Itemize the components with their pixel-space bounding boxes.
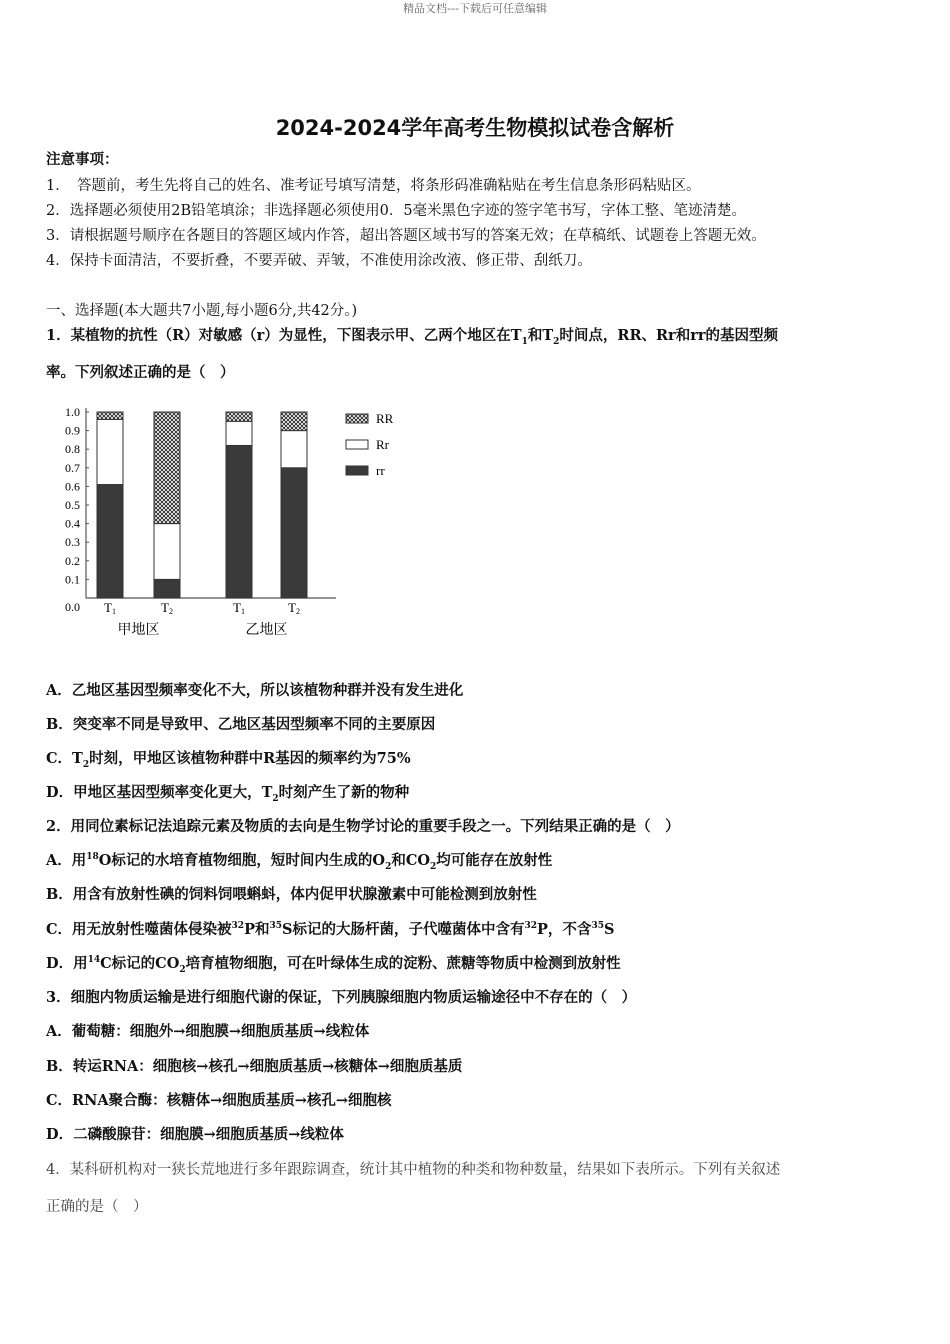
x-tick-label: T1: [233, 600, 245, 616]
group-label: 乙地区: [245, 622, 288, 638]
x-tick-label: T2: [161, 600, 173, 616]
legend-swatch-rr: [346, 466, 368, 475]
legend-swatch-Rr: [346, 440, 368, 449]
page-title: 2024-2024学年高考生物模拟试卷含解析: [275, 116, 675, 140]
y-tick-label: 0.2: [65, 553, 80, 568]
bar-segment-Rr: [226, 421, 252, 445]
bar-segment-RR: [97, 412, 123, 419]
x-tick-label: T1: [104, 600, 116, 616]
bar-segment-RR: [281, 412, 307, 431]
bar-segment-rr: [281, 468, 307, 598]
bar-segment-RR: [226, 412, 252, 421]
y-tick-label: 0.6: [65, 479, 80, 494]
y-tick-label: 0.3: [65, 535, 80, 550]
q1-stem-line2: 率。下列叙述正确的是（ ）: [46, 364, 235, 381]
q3-stem: 3．细胞内物质运输是进行细胞代谢的保证，下列胰腺细胞内物质运输途径中不存在的（ ）: [46, 989, 637, 1006]
legend-label-rr: rr: [376, 463, 385, 478]
q1-stem-line1: 1．某植物的抗性（R）对敏感（r）为显性，下图表示甲、乙两个地区在$T_1$和$T_2$时间点，RR、Rr和rr的基因型频: [46, 327, 778, 347]
y-tick-label: 0.1: [65, 572, 80, 587]
bar-segment-rr: [226, 445, 252, 598]
y-tick-label: 0.4: [65, 516, 80, 531]
bar-segment-RR: [154, 412, 180, 524]
y-tick-label: 0.0: [65, 600, 80, 614]
q1-option-a: A．乙地区基因型频率变化不大，所以该植物种群并没有发生进化: [46, 682, 464, 699]
q1-option-d: D．甲地区基因型频率变化更大，$T_2$时刻产生了新的物种: [46, 784, 410, 804]
group-label: 甲地区: [117, 622, 160, 638]
legend-label-Rr: Rr: [376, 437, 389, 452]
x-tick-label: T2: [288, 600, 300, 616]
notice-item-3: 3．请根据题号顺序在各题目的答题区域内作答，超出答题区域书写的答案无效；在草稿纸、试题卷上答题无效。: [46, 228, 766, 244]
notice-item-4: 4．保持卡面清洁，不要折叠，不要弄破、弄皱，不准使用涂改液、修正带、刮纸刀。: [46, 253, 592, 269]
q3-option-c: C．RNA聚合酶：核糖体→细胞质基质→核孔→细胞核: [46, 1092, 392, 1109]
legend-swatch-RR: [346, 414, 368, 423]
q4-stem-line1: 4．某科研机构对一狭长荒地进行多年跟踪调查，统计其中植物的种类和物种数量，结果如下表所示。下列有关叙述: [46, 1162, 781, 1178]
q3-option-d: D．二磷酸腺苷：细胞膜→细胞质基质→线粒体: [46, 1126, 344, 1143]
bar-segment-rr: [97, 485, 123, 598]
notice-heading: 注意事项：: [46, 151, 119, 168]
y-tick-label: 1.0: [65, 405, 80, 419]
q2-option-c: C．用无放射性噬菌体侵染被$^{32}$P和$^{35}$S标记的大肠杆菌，子代噬菌体中含有$^{32}$P，不含$^{35}$S: [46, 921, 615, 938]
q4-stem-line2: 正确的是（ ）: [46, 1199, 148, 1215]
q2-option-a: A．用$^{18}$O标记的水培育植物细胞，短时间内生成的$O_2$和$CO_2$均可能存在放射性: [46, 852, 553, 872]
y-tick-label: 0.8: [65, 442, 80, 457]
q1-option-c: C．$T_2$时刻，甲地区该植物种群中R基因的频率约为75%: [46, 750, 411, 770]
genotype-frequency-chart: [46, 398, 406, 648]
notice-item-1: 1． 答题前，考生先将自己的姓名、准考证号填写清楚，将条形码准确粘贴在考生信息条形码粘贴区。: [46, 178, 701, 194]
bar-segment-Rr: [97, 419, 123, 484]
q2-stem: 2．用同位素标记法追踪元素及物质的去向是生物学讨论的重要手段之一。下列结果正确的是（ ）: [46, 818, 680, 835]
q1-option-b: B．突变率不同是导致甲、乙地区基因型频率不同的主要原因: [46, 716, 436, 733]
q3-option-b: B．转运RNA：细胞核→核孔→细胞质基质→核糖体→细胞质基质: [46, 1058, 463, 1075]
bar-segment-Rr: [281, 431, 307, 468]
q2-option-b: B．用含有放射性碘的饲料饲喂蝌蚪，体内促甲状腺激素中可能检测到放射性: [46, 886, 537, 903]
q3-option-a: A．葡萄糖：细胞外→细胞膜→细胞质基质→线粒体: [46, 1023, 370, 1040]
q2-option-d: D．用$^{14}$C标记的$CO_2$培育植物细胞，可在叶绿体生成的淀粉、蔗糖等物质中检测到放射性: [46, 955, 621, 975]
y-tick-label: 0.9: [65, 423, 80, 438]
y-tick-label: 0.5: [65, 498, 80, 512]
header-note: 精品文档---下载后可任意编辑: [403, 2, 547, 15]
section-heading: 一、选择题(本大题共7小题,每小题6分,共42分。): [46, 303, 358, 319]
legend-label-RR: RR: [376, 411, 394, 426]
bar-segment-rr: [154, 579, 180, 598]
y-tick-label: 0.7: [65, 460, 80, 475]
notice-item-2: 2．选择题必须使用2B铅笔填涂；非选择题必须使用0．5毫米黑色字迹的签字笔书写，字体工整、笔迹清楚。: [46, 203, 747, 219]
bar-segment-Rr: [154, 524, 180, 580]
